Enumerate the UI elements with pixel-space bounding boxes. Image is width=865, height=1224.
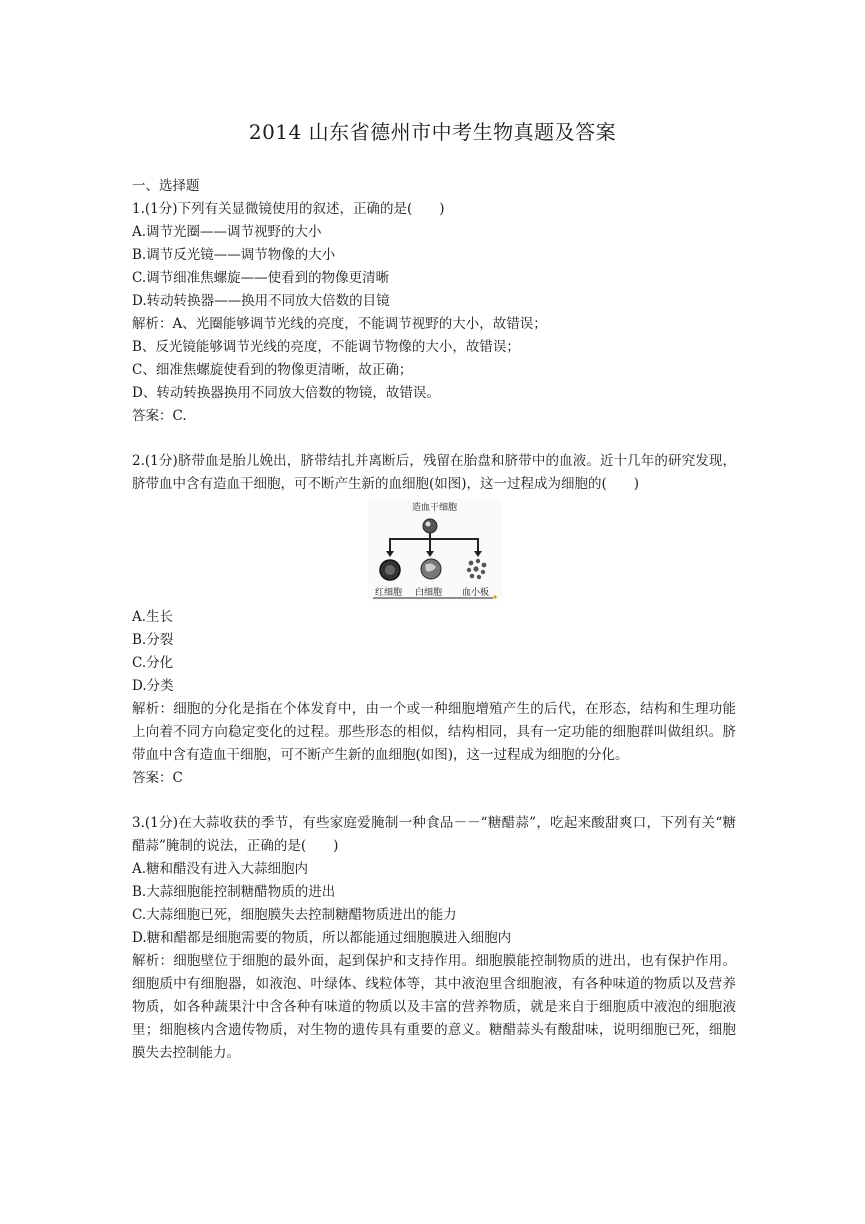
q1-answer: 答案：C. <box>132 408 187 424</box>
white-blood-cell-label: 白细胞 <box>415 588 443 598</box>
document-body <box>132 175 736 1065</box>
stem-cell-icon <box>423 519 437 533</box>
q2-option-b: B.分裂 <box>132 632 174 648</box>
q2-answer: 答案：C <box>132 770 183 786</box>
q3-stem: 3.(1分)在大蒜收获的季节，有些家庭爱腌制一种食品－－“糖醋蒜”，吃起来酸甜爽口，下列有关“糖醋蒜”腌制的说法，正确的是( ) <box>132 815 736 854</box>
q2-option-d: D.分类 <box>132 678 174 694</box>
q3-analysis: 解析：细胞壁位于细胞的最外面，起到保护和支持作用。细胞膜能控制物质的进出，也有保护作用。细胞质中有细胞器，如液泡、叶绿体、线粒体等，其中液泡里含细胞液，有各种味道的物质以及营养物质，如各种蔬果汁中含各种有味道的物质以及丰富的营养物质，就是来自于细胞质中液泡的细胞液里；细胞核内含遗传物质，对生物的遗传具有重要的意义。糖醋蒜头有酸甜味，说明细胞已死，细胞膜失去控制能力。 <box>132 953 736 1061</box>
document-title: 2014 山东省德州市中考生物真题及答案 <box>248 120 617 144</box>
q3-option-c: C.大蒜细胞已死，细胞膜失去控制糖醋物质进出的能力 <box>132 907 457 923</box>
q1-option-b: B.调节反光镜——调节物像的大小 <box>132 247 336 263</box>
q2-option-c: C.分化 <box>132 655 174 671</box>
q2-stem: 2.(1分)脐带血是胎儿娩出，脐带结扎并离断后，残留在胎盘和脐带中的血液。近十几年的研究发现，脐带血中含有造血干细胞，可不断产生新的血细胞(如图)，这一过程成为细胞的( ) <box>132 453 736 492</box>
q1-option-d: D.转动转换器——换用不同放大倍数的目镜 <box>132 293 390 309</box>
q1-option-c: C.调节细准焦螺旋——使看到的物像更清晰 <box>132 270 390 286</box>
section-heading: 一、选择题 <box>132 178 200 194</box>
q1-option-a: A.调节光圈——调节视野的大小 <box>132 224 322 240</box>
blood-cell-diagram <box>132 496 736 606</box>
q1-analysis-2: B、反光镜能够调节光线的亮度，不能调节物像的大小，故错误； <box>132 339 520 355</box>
q2-analysis: 解析：细胞的分化是指在个体发育中，由一个或一种细胞增殖产生的后代，在形态，结构和生理功能上向着不同方向稳定变化的过程。那些形态的相似，结构相同，具有一定功能的细胞群叫做组织。脐带血中含有造血干细胞，可不断产生新的血细胞(如图)，这一过程成为细胞的分化。 <box>132 701 736 763</box>
q2-option-a: A.生长 <box>132 609 174 625</box>
q1-analysis-3: C、细准焦螺旋使看到的物像更清晰，故正确； <box>132 362 413 378</box>
q1-analysis-4: D、转动转换器换用不同放大倍数的物镜，故错误。 <box>132 385 440 401</box>
q3-option-b: B.大蒜细胞能控制糖醋物质的进出 <box>132 884 336 900</box>
platelet-label: 血小板 <box>462 588 490 598</box>
red-blood-cell-label: 红细胞 <box>375 588 403 598</box>
stem-cell-label: 造血干细胞 <box>412 503 458 513</box>
q1-analysis-1: 解析：A、光圈能够调节光线的亮度，不能调节视野的大小，故错误； <box>132 316 547 332</box>
q3-option-d: D.糖和醋都是细胞需要的物质，所以都能通过细胞膜进入细胞内 <box>132 930 512 946</box>
q3-option-a: A.糖和醋没有进入大蒜细胞内 <box>132 861 309 877</box>
q1-stem: 1.(1分)下列有关显微镜使用的叙述，正确的是( ) <box>132 201 445 217</box>
